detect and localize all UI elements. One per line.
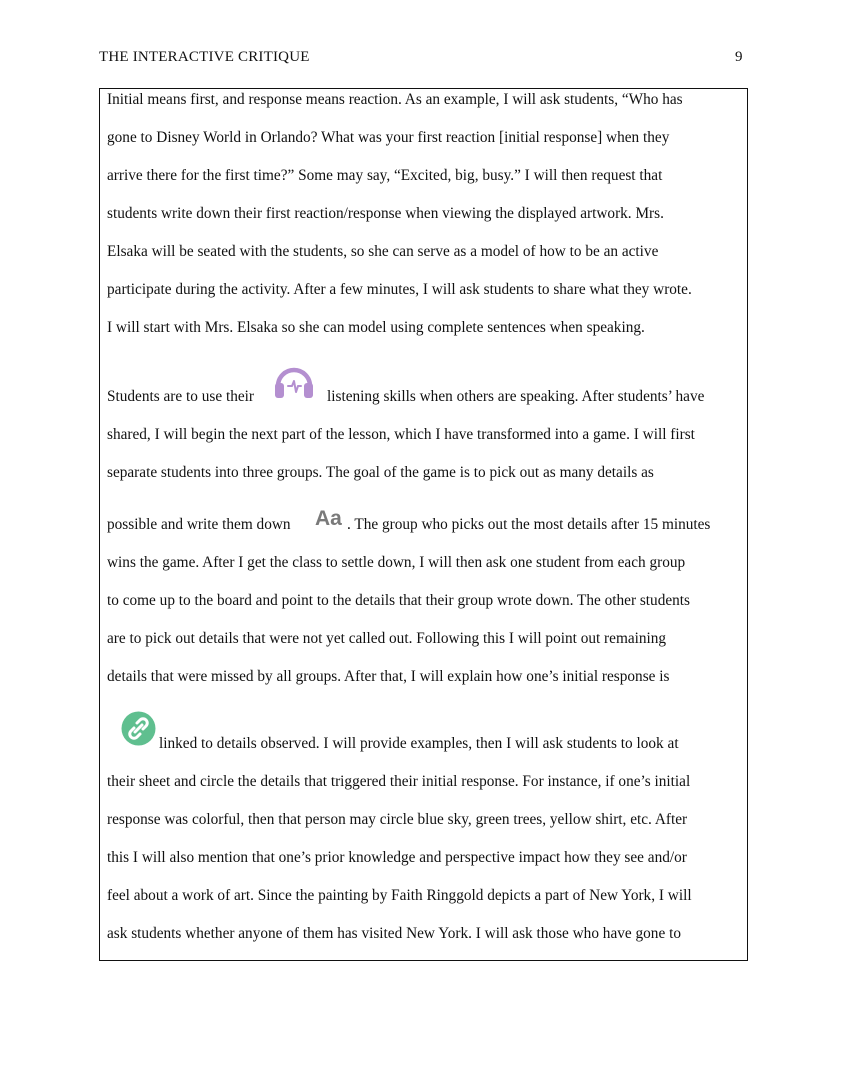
text-line: Initial means first, and response means reaction. As an example, I will ask students, “Who has — [107, 91, 683, 108]
text-line: shared, I will begin the next part of the lesson, which I have transformed into a game. I will first — [107, 426, 695, 443]
text-line: response was colorful, then that person may circle blue sky, green trees, yellow shirt, etc. After — [107, 811, 688, 828]
link-icon — [121, 711, 156, 746]
text-line: possible and write them down — [107, 516, 291, 533]
text-line: wins the game. After I get the class to settle down, I will then ask one student from each group — [107, 554, 686, 571]
text-line: listening skills when others are speaking. After students’ have — [327, 388, 705, 405]
headphones-icon — [273, 362, 315, 400]
text-line: Students are to use their — [107, 388, 254, 405]
text-line: their sheet and circle the details that triggered their initial response. For instance, if one’s initial — [107, 773, 691, 790]
text-line: . The group who picks out the most details after 15 minutes — [347, 516, 711, 533]
text-line: ask students whether anyone of them has visited New York. I will ask those who have gone to — [107, 925, 681, 942]
text-line: are to pick out details that were not yet called out. Following this I will point out remaining — [107, 630, 667, 647]
text-line: arrive there for the first time?” Some may say, “Excited, big, busy.” I will then request that — [107, 167, 663, 184]
text-line: separate students into three groups. The goal of the game is to pick out as many details as — [107, 464, 654, 481]
text-line: gone to Disney World in Orlando? What was your first reaction [initial response] when they — [107, 129, 670, 146]
text-line: students write down their first reaction/response when viewing the displayed artwork. Mrs. — [107, 205, 664, 222]
text-line: feel about a work of art. Since the painting by Faith Ringgold depicts a part of New York, I will — [107, 887, 692, 904]
text-line: this I will also mention that one’s prior knowledge and perspective impact how they see and/or — [107, 849, 687, 866]
svg-text:Aa: Aa — [315, 507, 342, 529]
running-head: THE INTERACTIVE CRITIQUE — [99, 49, 310, 65]
text-line: linked to details observed. I will provide examples, then I will ask students to look at — [159, 735, 679, 752]
text-line: to come up to the board and point to the details that their group wrote down. The other students — [107, 592, 690, 609]
text-line: I will start with Mrs. Elsaka so she can model using complete sentences when speaking. — [107, 319, 645, 336]
text-line: participate during the activity. After a few minutes, I will ask students to share what they wrote. — [107, 281, 692, 298]
page-number: 9 — [735, 49, 743, 65]
text-line: details that were missed by all groups. After that, I will explain how one’s initial response is — [107, 668, 670, 685]
text-line: Elsaka will be seated with the students, so she can serve as a model of how to be an active — [107, 243, 659, 260]
font-icon — [314, 505, 346, 529]
